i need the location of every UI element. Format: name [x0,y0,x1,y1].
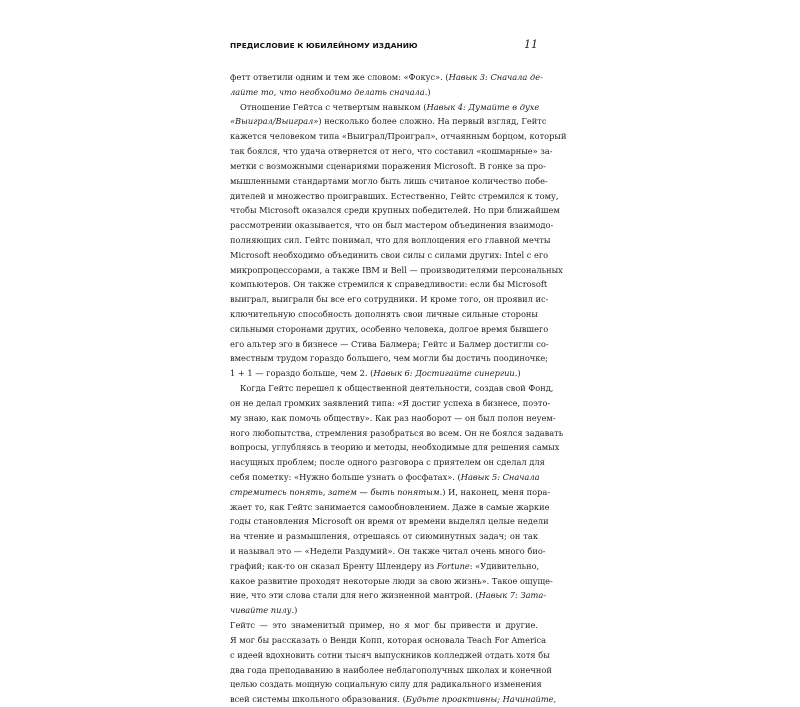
text-line [230,633,547,648]
text-line [230,351,549,366]
text-run: целью создать мощную социальную силу для радикального изменения [230,679,542,690]
text-line [230,159,546,174]
text-run: ного любопытства, стремления разобраться во всем. Он не боялся задавать [230,427,564,438]
running-title: ПРЕДИСЛОВИЕ К ЮБИЛЕЙНОМУ ИЗДАНИЮ [230,41,418,50]
text-run: вопросы, углубляясь в теорию и методы, необходимые для решения самых [230,442,560,453]
text-run: какое развитие проходят некоторые люди за свою жизнь». Такое ощуще- [230,575,553,586]
italic-text: Навык 3: Сначала де- [448,72,543,82]
running-head [230,38,538,60]
text-line [230,500,550,515]
italic-text: Будьте проактивны; Начинайте, [405,694,557,705]
text-run: 1 + 1 — гораздо больше, чем 2. ( [230,368,374,379]
text-line [230,277,548,292]
text-line [230,618,538,633]
text-run: жает то, как Гейтс занимается самообновлением. Даже в самые жаркие [230,501,550,512]
text-run: метки с возможными сценариями поражения Microsoft. В гонке за про- [230,160,546,171]
text-line [230,588,547,603]
text-line [230,248,549,263]
text-run: два года преподаванию в наиболее неблагополучных школах и конечной [230,664,552,675]
text-line [230,381,554,396]
text-line [230,574,553,589]
text-run: ) несколько более сложно. На первый взгляд, Гейтс [318,116,547,127]
text-line [230,292,549,307]
text-run: насущных проблем; после одного разговора с приятелем он сделал для [230,457,545,468]
text-line [230,411,556,426]
text-run: выиграл, выиграли бы все его сотрудники. И кроме того, он проявил ис- [230,294,549,305]
text-run: мышленными стандартами могло быть лишь считаное количество побе- [230,175,548,186]
text-run: Гейтс — это знаменитый пример, но я мог бы привести и другие. [230,620,538,631]
text-line [230,692,557,707]
text-run: компьютеров. Он также стремился к справедливости: если бы Microsoft [230,279,548,290]
text-line [230,218,554,233]
text-run: вместным трудом гораздо большего, чем могли бы достичь поодиночке; [230,353,549,364]
text-line [230,129,567,144]
text-line [230,677,542,692]
text-run: ) [294,605,298,616]
text-run: рассмотрении оказывается, что он был мастером объединения взаимодо- [230,220,554,231]
text-run: на чтение и размышления, отрешаясь от сиюминутных задач; он так [230,531,538,542]
italic-text: «Выиграл/Выиграл» [230,116,319,127]
text-line [230,100,538,115]
text-run: микропроцессорами, а также IBM и Bell — производителями персональных [230,264,563,275]
italic-text: лайте то, что необходимо делать сначала. [230,86,428,97]
italic-text: Навык 6: Достигайте синергии. [373,368,518,379]
text-line [230,337,549,352]
text-run: его альтер эго в бизнесе — Стива Балмера; Гейтс и Балмер достигли со- [230,338,549,349]
text-line [230,396,551,411]
text-line [230,189,559,204]
text-line [230,529,538,544]
text-run: годы становления Microsoft он время от времени выделял целые недели [230,516,549,527]
text-run: ) И, наконец, меня пора- [442,486,551,497]
text-line [230,144,553,159]
text-run: сильными сторонами других, особенно человека, долгое время бывшего [230,323,549,334]
text-line [230,203,560,218]
text-line [230,233,551,248]
text-line [230,263,563,278]
text-run: и называл это — «Недели Раздумий». Он также читал очень много био- [230,546,546,556]
text-run: му знаю, как помочь обществу». Как раз наоборот — он был полон неуем- [230,412,556,423]
italic-text: чивайте пилу. [230,605,295,616]
text-line [230,307,538,322]
text-run: ключительную способность дополнять свои личные сильные стороны [230,309,538,319]
text-run: с идеей вдохновить сотни тысяч выпускников колледжей отдать хотя бы [230,649,550,660]
text-line [230,648,550,663]
text-run: ) [517,368,521,379]
text-run: Я мог бы рассказать о Венди Копп, которая основала Teach For America [230,634,547,645]
text-run: чтобы Microsoft оказался среди крупных победителей. Но при ближайшем [230,205,560,216]
text-line [230,366,538,381]
text-line [230,514,549,529]
text-line [230,663,552,678]
text-line [230,603,538,618]
text-run: так боялся, что удача отвернется от него, что составил «кошмарные» за- [230,146,553,157]
text-run: графий; как-то он сказал Бренту Шлендеру из [230,560,437,571]
italic-text: Fortune [436,560,470,571]
text-run: : «Удивительно, [469,560,540,571]
text-line [230,426,564,441]
body-text [230,70,567,707]
text-line [230,85,538,100]
text-run: фетт ответили одним и тем же словом: «Фокус». ( [230,72,449,82]
text-line [230,470,538,485]
text-run: себя пометку: «Нужно больше узнать о фосфатах». ( [230,471,461,482]
italic-text: стремитесь понять, затем — быть понятым. [230,486,443,497]
text-line [230,322,549,337]
text-line [230,455,545,470]
text-run: кажется человеком типа «Выиграл/Проиграл», отчаянным борцом, который [230,131,567,142]
text-run: Microsoft необходимо объединить свои силы с силами других: Intel с его [230,249,549,260]
text-line [230,485,551,500]
text-line [230,559,538,574]
text-run: дителей и множество проигравших. Естественно, Гейтс стремился к тому, [230,190,559,201]
book-page [230,38,567,705]
text-line [230,70,543,85]
text-line [230,114,547,129]
italic-text: Навык 7: Зата- [478,590,547,601]
text-run: ) [427,86,431,97]
italic-text: Навык 4: Думайте в духе [426,101,540,112]
text-line [230,174,548,189]
italic-text: Навык 5: Сначала [460,471,540,482]
text-run: он не делал громких заявлений типа: «Я достиг успеха в бизнесе, поэто- [230,397,551,408]
text-run: полняющих сил. Гейтс понимал, что для воплощения его главной мечты [230,234,551,245]
page-number: 11 [524,38,538,51]
text-line [230,440,560,455]
text-run: Когда Гейтс перешел к общественной деятельности, создав свой Фонд, [240,383,554,394]
text-run: всей системы школьного образования. ( [230,694,406,705]
text-line [230,544,546,559]
text-run: ние, что эти слова стали для него жизненной мантрой. ( [230,590,479,601]
text-run: Отношение Гейтса с четвертым навыком ( [240,101,427,112]
